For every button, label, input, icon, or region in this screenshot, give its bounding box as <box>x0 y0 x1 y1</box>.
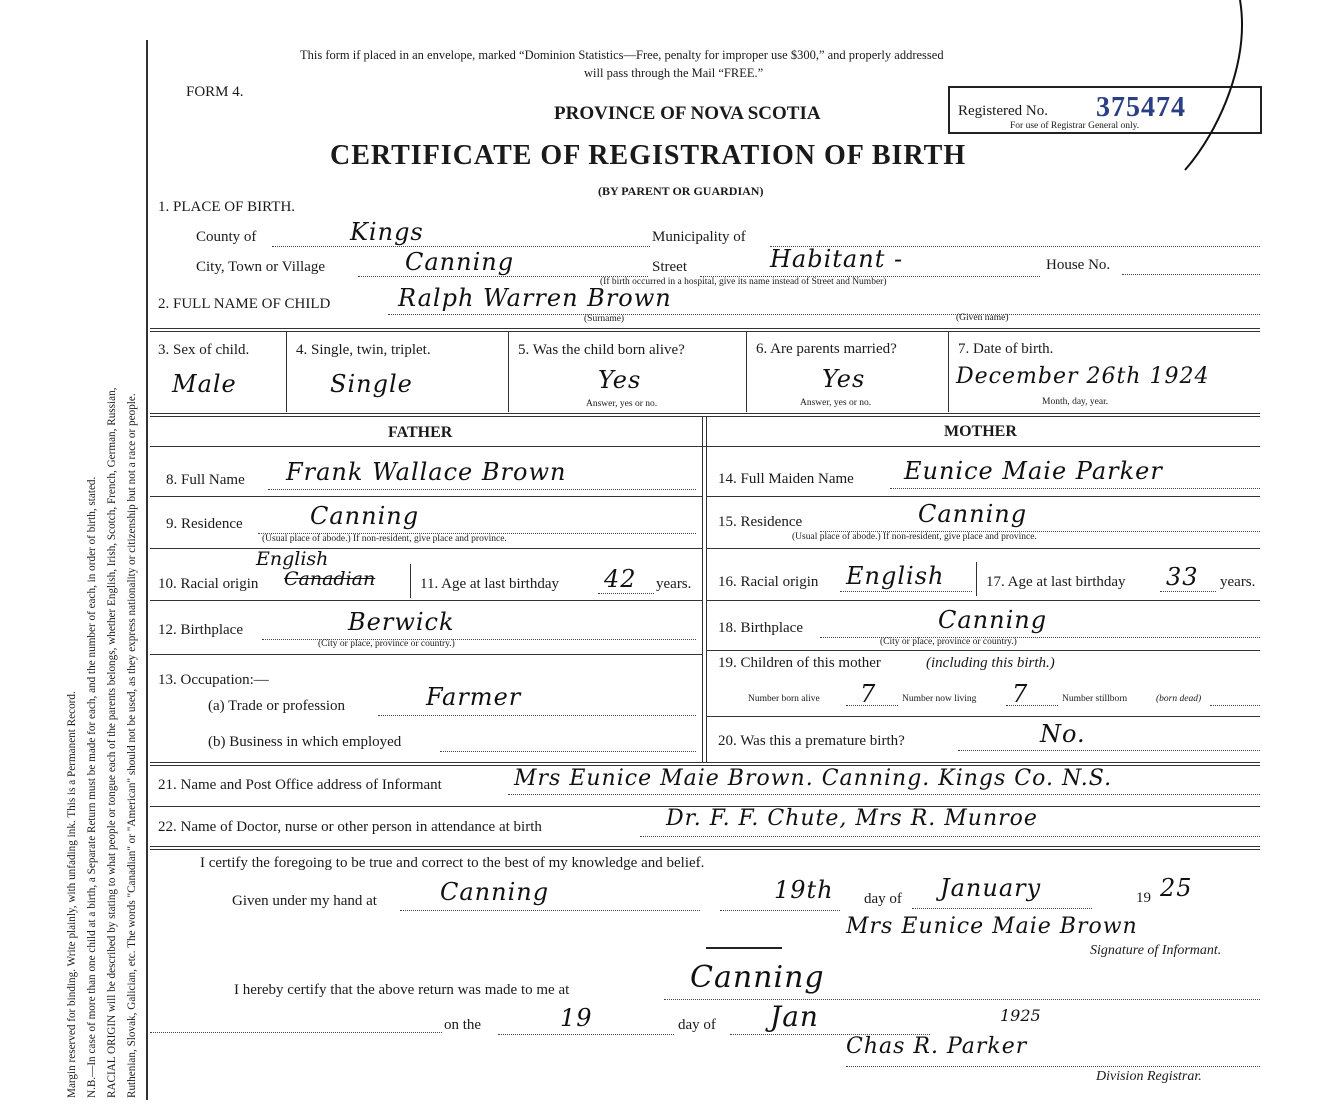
given-day-value: 19th <box>774 876 834 904</box>
postage-notice-2: will pass through the Mail “FREE.” <box>584 66 764 80</box>
mother-birthplace-note: (City or place, province or country.) <box>880 637 1017 647</box>
father-years: years. <box>656 576 692 592</box>
father-business-label: (b) Business in which employed <box>208 734 402 750</box>
father-name-value: Frank Wallace Brown <box>286 458 567 486</box>
father-occupation-label: 13. Occupation:— <box>158 672 269 688</box>
stillborn-count-label: Number stillborn <box>1062 694 1128 704</box>
street-value: Habitant - <box>770 245 904 273</box>
registrar-signature-label: Division Registrar. <box>1096 1069 1202 1084</box>
father-residence-label: 9. Residence <box>166 516 243 532</box>
born-alive-count-label: Number born alive <box>748 694 820 704</box>
born-alive-label: 5. Was the child born alive? <box>518 342 685 358</box>
informant-signature-label: Signature of Informant. <box>1090 943 1222 958</box>
now-living-count-label: Number now living <box>902 694 977 704</box>
born-alive-value: Yes <box>598 366 642 394</box>
sex-value: Male <box>172 370 237 398</box>
margin-note-racial-2: Ruthenian, Slovak, Galician, etc. The words "Canadian" or "American" should not be used, as they express nationality or citizenship but not a race or people. <box>126 393 138 1098</box>
mother-age-value: 33 <box>1166 563 1199 591</box>
father-age-value: 42 <box>604 565 637 593</box>
form-number: FORM 4. <box>186 84 244 100</box>
mother-residence-note: (Usual place of abode.) If non-resident, give place and province. <box>792 532 1037 542</box>
mother-children-label: 19. Children of this mother <box>718 655 881 671</box>
ink-stroke <box>1180 0 1260 180</box>
given-year-value: 25 <box>1160 874 1193 902</box>
mother-years: years. <box>1220 574 1256 590</box>
father-birthplace-label: 12. Birthplace <box>158 622 243 638</box>
stillborn-note: (born dead) <box>1156 694 1202 704</box>
street-label: Street <box>652 259 687 275</box>
informant-signature: Mrs Eunice Maie Brown <box>846 914 1138 939</box>
given-month-value: January <box>940 874 1042 902</box>
mother-birthplace-label: 18. Birthplace <box>718 620 803 636</box>
father-age-label: 11. Age at last birthday <box>420 576 559 592</box>
dob-label: 7. Date of birth. <box>958 341 1054 357</box>
father-heading: FATHER <box>388 424 453 441</box>
hospital-note: (If birth occurred in a hospital, give its name instead of Street and Number) <box>600 277 887 287</box>
father-name-label: 8. Full Name <box>166 472 245 488</box>
place-of-birth-heading: 1. PLACE OF BIRTH. <box>158 199 296 215</box>
margin-note-racial-1: RACIAL ORIGIN will be described by stating to what people or tongue each of the parents belongs, whether English, Irish, Scotch, French, German, Russian, <box>106 387 118 1098</box>
premature-label: 20. Was this a premature birth? <box>718 733 905 749</box>
plurality-value: Single <box>330 370 413 398</box>
registrar-year-value: 1925 <box>1000 1006 1041 1025</box>
registrar-statement: I hereby certify that the above return was made to me at <box>234 982 570 998</box>
father-birthplace-note: (City or place, province or country.) <box>318 639 455 649</box>
registrar-use-note: For use of Registrar General only. <box>1010 121 1140 131</box>
registered-label: Registered No. <box>958 103 1048 119</box>
surname-note: (Surname) <box>584 314 625 324</box>
given-day-of: day of <box>864 891 902 907</box>
registrar-signature: Chas R. Parker <box>846 1034 1028 1059</box>
mother-age-label: 17. Age at last birthday <box>986 574 1126 590</box>
dob-value: December 26th 1924 <box>956 364 1210 389</box>
mother-name-value: Eunice Maie Parker <box>904 457 1163 485</box>
mother-residence-label: 15. Residence <box>718 514 803 530</box>
registered-number: 375474 <box>1096 92 1186 123</box>
father-racial-label: 10. Racial origin <box>158 576 259 592</box>
father-trade-label: (a) Trade or profession <box>208 698 346 714</box>
page-subtitle: (BY PARENT OR GUARDIAN) <box>598 184 764 198</box>
registrar-month-value: Jan <box>770 1000 819 1033</box>
county-label: County of <box>196 229 257 245</box>
father-residence-value: Canning <box>310 502 420 530</box>
born-alive-count: 7 <box>860 680 877 708</box>
child-name-label: 2. FULL NAME OF CHILD <box>158 296 331 312</box>
margin-note-binding: Margin reserved for binding. Write plainly, with unfading ink. This is a Permanent Record. <box>66 691 78 1098</box>
mother-children-note: (including this birth.) <box>926 655 1055 671</box>
premature-value: No. <box>1040 720 1086 748</box>
father-residence-note: (Usual place of abode.) If non-resident, give place and province. <box>262 534 507 544</box>
registrar-day-of: day of <box>678 1017 716 1033</box>
child-name-value: Ralph Warren Brown <box>398 284 672 312</box>
dob-note: Month, day, year. <box>1042 397 1109 407</box>
city-label: City, Town or Village <box>196 259 326 275</box>
mother-residence-value: Canning <box>918 500 1028 528</box>
margin-rule <box>146 40 148 1100</box>
plurality-label: 4. Single, twin, triplet. <box>296 342 431 358</box>
informant-label: 21. Name and Post Office address of Informant <box>158 777 442 793</box>
mother-racial-value: English <box>846 562 945 590</box>
father-trade-value: Farmer <box>426 683 522 711</box>
parents-married-label: 6. Are parents married? <box>756 341 897 357</box>
mother-birthplace-value: Canning <box>938 606 1048 634</box>
city-value: Canning <box>405 248 515 276</box>
given-place-value: Canning <box>440 878 550 906</box>
parents-married-note: Answer, yes or no. <box>800 398 872 408</box>
municipality-label: Municipality of <box>652 229 746 245</box>
margin-note-births: N.B.—In case of more than one child at a birth, a Separate Return must be made for each, and the number of each, in order of birth, stated. <box>86 476 98 1098</box>
informant-value: Mrs Eunice Maie Brown. Canning. Kings Co. N.S. <box>514 766 1113 791</box>
mother-heading: MOTHER <box>944 423 1017 440</box>
given-under-hand-label: Given under my hand at <box>232 893 377 909</box>
doctor-value: Dr. F. F. Chute, Mrs R. Munroe <box>666 806 1038 831</box>
mother-name-label: 14. Full Maiden Name <box>718 471 854 487</box>
house-number-label: House No. <box>1046 257 1111 273</box>
registrar-on-the: on the <box>444 1017 482 1033</box>
now-living-count: 7 <box>1012 680 1029 708</box>
father-racial-struck: Canadian <box>284 568 376 590</box>
province-title: PROVINCE OF NOVA SCOTIA <box>554 103 821 124</box>
doctor-label: 22. Name of Doctor, nurse or other person in attendance at birth <box>158 819 542 835</box>
registrar-day-value: 19 <box>560 1004 593 1032</box>
father-racial-value: English <box>256 548 329 570</box>
mother-racial-label: 16. Racial origin <box>718 574 819 590</box>
given-year-prefix: 19 <box>1136 890 1151 906</box>
parents-married-value: Yes <box>822 365 866 393</box>
registrar-place-value: Canning <box>690 960 825 995</box>
born-alive-note: Answer, yes or no. <box>586 399 658 409</box>
postage-notice: This form if placed in an envelope, marked “Dominion Statistics—Free, penalty for improper use $300,” and properly addressed <box>300 48 944 62</box>
page-title: CERTIFICATE OF REGISTRATION OF BIRTH <box>330 140 967 171</box>
certification-statement: I certify the foregoing to be true and correct to the best of my knowledge and belief. <box>200 855 705 871</box>
given-name-note: (Given name) <box>956 313 1009 323</box>
county-value: Kings <box>350 218 424 246</box>
father-birthplace-value: Berwick <box>348 608 455 636</box>
sex-label: 3. Sex of child. <box>158 342 250 358</box>
